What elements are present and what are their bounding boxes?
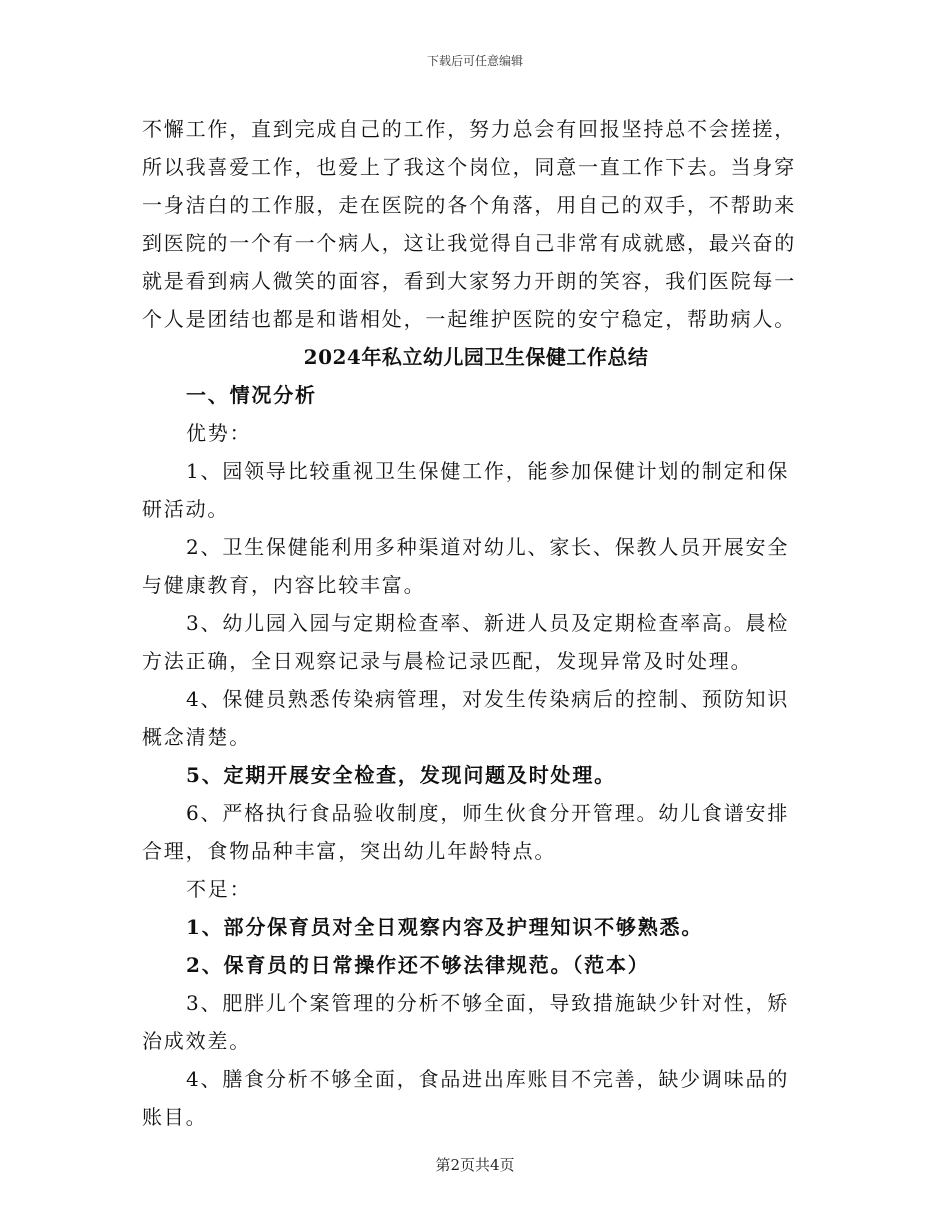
intro-paragraph: 不懈工作，直到完成自己的工作，努力总会有回报坚持总不会搓搓，所以我喜爱工作，也爱上了我这个岗位，同意一直工作下去。当身穿一身洁白的工作服，走在医院的各个角落，用自己的双手，不帮助来到医院的一个有一个病人，这让我觉得自己非常有成就感，最兴奋的就是看到病人微笑的面容，看到大家努力开朗的笑容，我们医院每一个人是团结也都是和谐相处，一起维护医院的安宁稳定，帮助病人。 bbox=[142, 117, 796, 331]
shortcoming-item: 3、肥胖儿个案管理的分析不够全面，导致措施缺少针对性，矫治成效差。 bbox=[142, 991, 790, 1053]
shortcomings-label: 不足： bbox=[186, 877, 252, 901]
document-title: 2024年私立幼儿园卫生保健工作总结 bbox=[303, 345, 649, 369]
advantage-item: 4、保健员熟悉传染病管理，对发生传染病后的控制、预防知识概念清楚。 bbox=[142, 687, 790, 749]
section-heading: 一、情况分析 bbox=[186, 383, 317, 407]
header-note: 下载后可任意编辑 bbox=[426, 54, 523, 68]
advantage-item: 1、园领导比较重视卫生保健工作，能参加保健计划的制定和保研活动。 bbox=[142, 459, 790, 521]
page-number: 第2页共4页 bbox=[435, 1156, 515, 1174]
advantages-label: 优势： bbox=[186, 421, 252, 445]
document-body bbox=[142, 110, 810, 1136]
shortcoming-item: 4、膳食分析不够全面，食品进出库账目不完善，缺少调味品的账目。 bbox=[142, 1067, 790, 1129]
advantage-item: 5、定期开展安全检查，发现问题及时处理。 bbox=[186, 763, 616, 787]
advantage-item: 2、卫生保健能利用多种渠道对幼儿、家长、保教人员开展安全与健康教育，内容比较丰富。 bbox=[142, 535, 790, 597]
shortcoming-item: 2、保育员的日常操作还不够法律规范。（范本） bbox=[186, 953, 650, 977]
advantage-item: 6、严格执行食品验收制度，师生伙食分开管理。幼儿食谱安排合理，食物品种丰富，突出幼儿年龄特点。 bbox=[142, 801, 790, 863]
advantage-item: 3、幼儿园入园与定期检查率、新进人员及定期检查率高。晨检方法正确，全日观察记录与晨检记录匹配，发现异常及时处理。 bbox=[142, 611, 790, 673]
shortcoming-item: 1、部分保育员对全日观察内容及护理知识不够熟悉。 bbox=[186, 915, 704, 939]
